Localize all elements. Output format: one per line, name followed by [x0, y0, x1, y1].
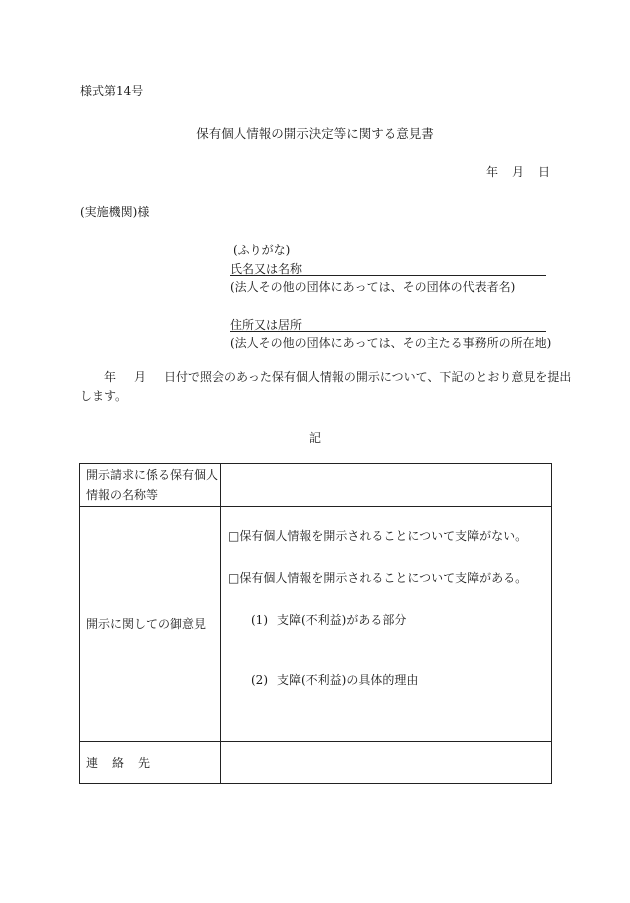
body-text-line1 [104, 371, 571, 383]
page-title: 保有個人情報の開示決定等に関する意見書 [196, 126, 434, 141]
request-info-label [80, 464, 221, 507]
ki-heading: 記 [308, 431, 321, 445]
furigana-label: (ふりがな) [233, 243, 291, 257]
request-info-field[interactable] [221, 464, 552, 507]
issue-reason-text: 支障(不利益)の具体的理由 [277, 673, 419, 687]
form-number: 様式第14号 [80, 84, 144, 98]
opinion-label: 開示に関しての御意見 [80, 507, 221, 742]
table-row [80, 464, 552, 507]
date-day: 日 [538, 165, 551, 179]
request-info-label-line1: 開示請求に係る保有個人 [86, 468, 219, 482]
opinion-field [221, 507, 552, 742]
issue-part-text: 支障(不利益)がある部分 [277, 613, 407, 627]
issue-reason-number: (2) [251, 673, 268, 687]
date-line [486, 166, 550, 178]
name-field[interactable] [230, 275, 546, 276]
address-field[interactable] [230, 331, 546, 332]
issue-part-number: (1) [251, 613, 268, 627]
name-label: 氏名又は名称 [230, 262, 303, 276]
issue-reason-item [251, 674, 418, 686]
contact-label-char: 先 [138, 755, 151, 770]
body-month: 月 [134, 370, 147, 384]
request-info-label-line2: 情報の名称等 [86, 488, 159, 502]
addressee: (実施機関)様 [80, 205, 150, 219]
address-label: 住所又は居所 [230, 318, 303, 332]
body-text: 日付で照会のあった保有個人情報の開示について、下記のとおり意見を提出 [164, 370, 572, 384]
table-row [80, 742, 552, 784]
contact-label [80, 742, 221, 784]
table-row [80, 507, 552, 742]
body-year: 年 [104, 370, 117, 384]
date-year: 年 [486, 165, 499, 179]
opinion-table [79, 463, 552, 784]
contact-label-char: 絡 [112, 755, 125, 770]
option-no-issue-checkbox[interactable]: □保有個人情報を開示されることについて支障がない。 [228, 529, 528, 543]
name-note: (法人その他の団体にあっては、その団体の代表者名) [230, 280, 516, 294]
issue-part-item [251, 614, 406, 626]
date-month: 月 [512, 165, 525, 179]
address-note: (法人その他の団体にあっては、その主たる事務所の所在地) [230, 336, 552, 350]
option-issue-checkbox[interactable]: □保有個人情報を開示されることについて支障がある。 [228, 571, 528, 585]
body-text-line2: します。 [80, 389, 128, 403]
contact-field[interactable] [221, 742, 552, 784]
contact-label-char: 連 [86, 755, 99, 770]
